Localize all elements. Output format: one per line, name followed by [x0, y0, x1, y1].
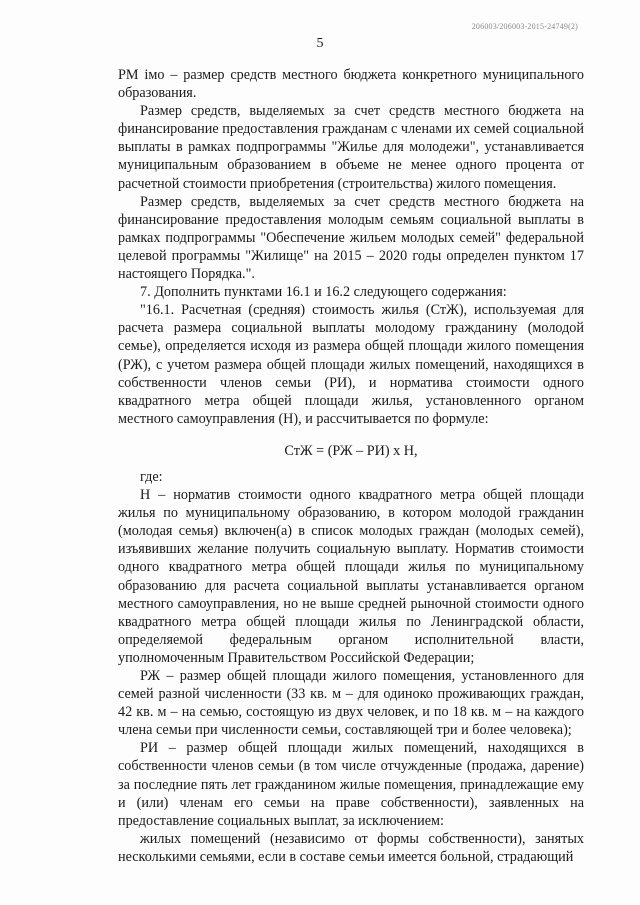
paragraph-rzh-definition: РЖ – размер общей площади жилого помещения, установленного для семей разной численности (33 кв. м – для одиноко проживающих граждан, 42 кв. м – на семью, состоящую из двух человек, и по 18 кв. м – на каждого члена семьи при численности семьи, составляющей три и более человека); — [118, 668, 584, 739]
paragraph-rm-definition: РМ імо – размер средств местного бюджета конкретного муниципального образования. — [118, 67, 584, 102]
document-number: 206003/206003-2015-24749(2) — [471, 22, 578, 31]
formula: СтЖ = (РЖ – РИ) х Н, — [284, 442, 418, 459]
paragraph-youth-housing-funding: Размер средств, выделяемых за счет средств местного бюджета на финансирование предоставления гражданам с членами их семей социальной выплаты в рамках подпрограммы "Жилье для молодежи", устанавливается муниципальным образованием в объеме не менее одного процента от расчетной стоимости приобретения (строительства) жилого помещения. — [118, 103, 584, 192]
document-body — [118, 66, 584, 866]
paragraph-n-definition: Н – норматив стоимости одного квадратного метра общей площади жилья по муниципальному образованию, в котором молодой гражданин (молодая семья) включен(а) в список молодых граждан (молодых семей), изъявивших желание получить социальную выплату. Норматив стоимости одного квадратного метра общей площади жилья по муниципальному образованию для расчета социальной выплаты устанавливается органом местного самоуправления, но не выше средней рыночной стоимости одного квадратного метра общей площади жилья по Ленинградской области, определяемой федеральным органом исполнительной власти, уполномоченным Правительством Российской Федерации; — [118, 487, 584, 666]
paragraph-item-7: 7. Дополнить пунктами 16.1 и 16.2 следующего содержания: — [140, 284, 507, 301]
paragraph-exceptions: жилых помещений (независимо от формы собственности), занятых несколькими семьями, если в составе семьи имеется больной, страдающий — [118, 830, 584, 865]
paragraph-young-families-funding: Размер средств, выделяемых за счет средств местного бюджета на финансирование предоставления молодым семьям социальной выплаты в рамках подпрограммы "Обеспечение жильем молодых семей" федеральной целевой программы "Жилище" на 2015 – 2020 годы определен пунктом 17 настоящего Порядка.". — [118, 193, 584, 283]
paragraph-where: где: — [140, 468, 163, 485]
page-number: 5 — [316, 36, 324, 51]
paragraph-16-1: "16.1. Расчетная (средняя) стоимость жилья (СтЖ), используемая для расчета размера социальной выплаты молодому гражданину (молодой семье), определяется исходя из размера общей площади жилого помещения (РЖ), с учетом размера общей площади жилых помещений, находящихся в собственности членов семьи (РИ), и норматива стоимости одного квадратного метра общей площади жилья, установленного органом местного самоуправления (Н), и рассчитывается по формуле: — [118, 302, 584, 427]
paragraph-ri-definition: РИ – размер общей площади жилых помещений, находящихся в собственности членов семьи (в том числе отчужденные (продажа, дарение) за последние пять лет гражданином жилые помещения, принадлежащие ему и (или) членам его семьи на праве собственности), заявленных на предоставление социальных выплат, за исключением: — [118, 740, 584, 829]
